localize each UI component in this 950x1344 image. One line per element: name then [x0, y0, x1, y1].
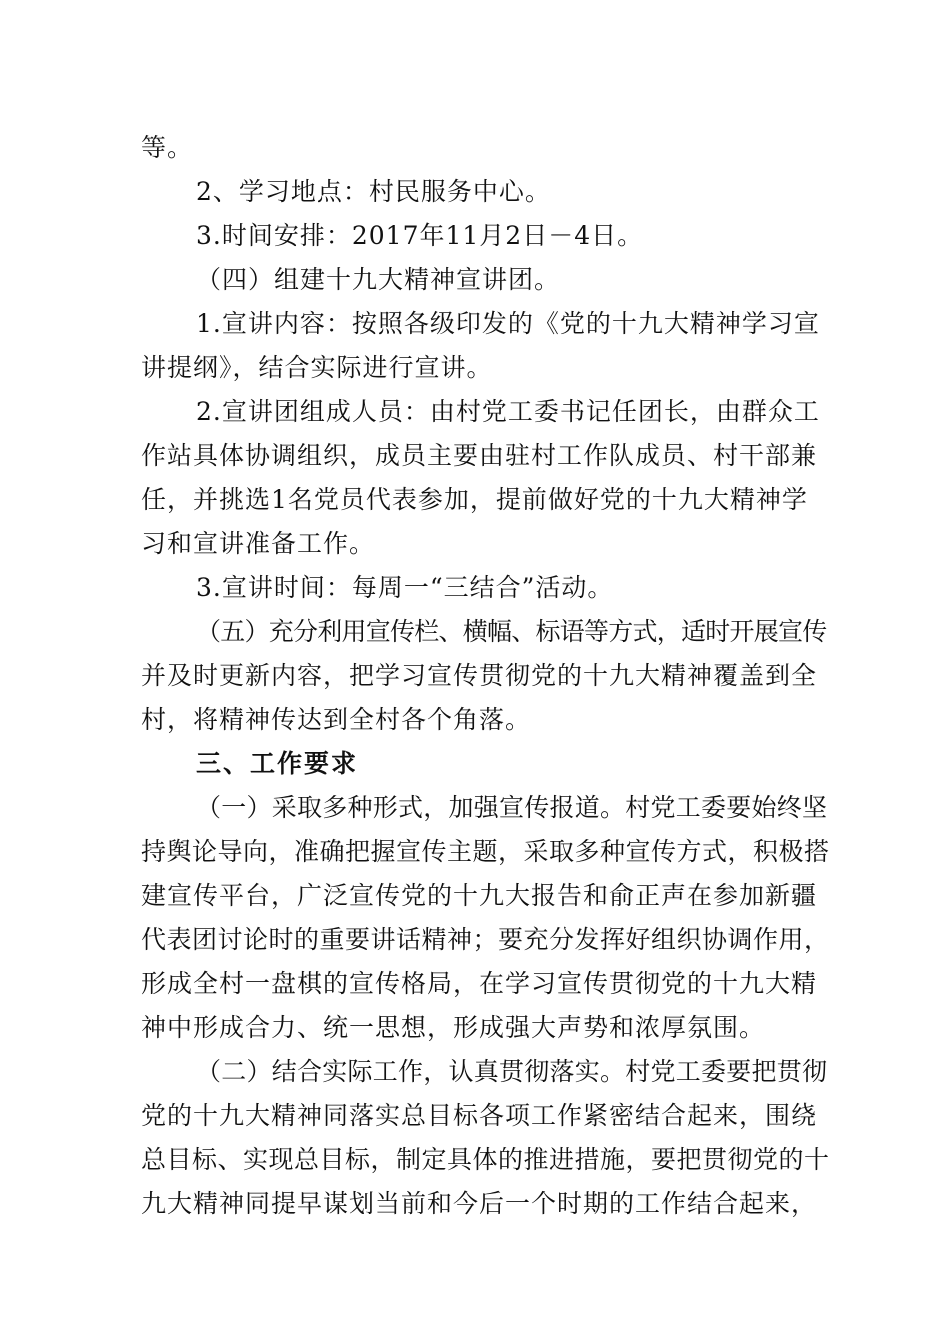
paragraph-line: 作站具体协调组织，成员主要由驻村工作队成员、村干部兼 [141, 441, 818, 470]
paragraph-line: （一）采取多种形式，加强宣传报道。村党工委要始终坚 [196, 793, 828, 822]
paragraph-line: （二）结合实际工作，认真贯彻落实。村党工委要把贯彻 [196, 1057, 828, 1086]
paragraph-line: 并及时更新内容，把学习宣传贯彻党的十九大精神覆盖到全 [141, 661, 818, 690]
paragraph-line-section-five: （五）充分利用宣传栏、横幅、标语等方式，适时开展宣传 [196, 617, 827, 646]
paragraph-line: 总目标、实现总目标，制定具体的推进措施，要把贯彻党的十 [141, 1145, 830, 1174]
paragraph-line: 1.宣讲内容：按照各级印发的《党的十九大精神学习宣 [196, 309, 820, 338]
paragraph-line: 2.宣讲团组成人员：由村党工委书记任团长，由群众工 [196, 397, 820, 426]
paragraph-line-study-location: 2、学习地点：村民服务中心。 [196, 177, 551, 206]
paragraph-line-time-arrangement: 3.时间安排：2017年11月2日－4日。 [196, 221, 644, 250]
paragraph-line: 习和宣讲准备工作。 [141, 529, 376, 558]
paragraph-line: 党的十九大精神同落实总目标各项工作紧密结合起来，围绕 [141, 1101, 818, 1130]
paragraph-line: 任，并挑选1名党员代表参加，提前做好党的十九大精神学 [141, 485, 808, 514]
paragraph-line: 3.宣讲时间：每周一“三结合”活动。 [196, 573, 614, 602]
paragraph-line: 代表团讨论时的重要讲话精神；要充分发挥好组织协调作用， [141, 925, 830, 954]
paragraph-line: 持舆论导向，准确把握宣传主题，采取多种宣传方式，积极搭 [141, 837, 830, 866]
paragraph-line: 神中形成合力、统一思想，形成强大声势和浓厚氛围。 [141, 1013, 766, 1042]
paragraph-line-section-four: （四）组建十九大精神宣讲团。 [196, 265, 561, 294]
paragraph-line: 建宣传平台，广泛宣传党的十九大报告和俞正声在参加新疆 [141, 881, 818, 910]
paragraph-line: 讲提纲》，结合实际进行宣讲。 [141, 353, 493, 382]
paragraph-line-continuation: 等。 [141, 133, 194, 162]
section-heading-work-requirements: 三、工作要求 [196, 749, 359, 778]
paragraph-line: 形成全村一盘棋的宣传格局，在学习宣传贯彻党的十九大精 [141, 969, 818, 998]
paragraph-line: 九大精神同提早谋划当前和今后一个时期的工作结合起来， [141, 1189, 818, 1218]
paragraph-line: 村，将精神传达到全村各个角落。 [141, 705, 532, 734]
